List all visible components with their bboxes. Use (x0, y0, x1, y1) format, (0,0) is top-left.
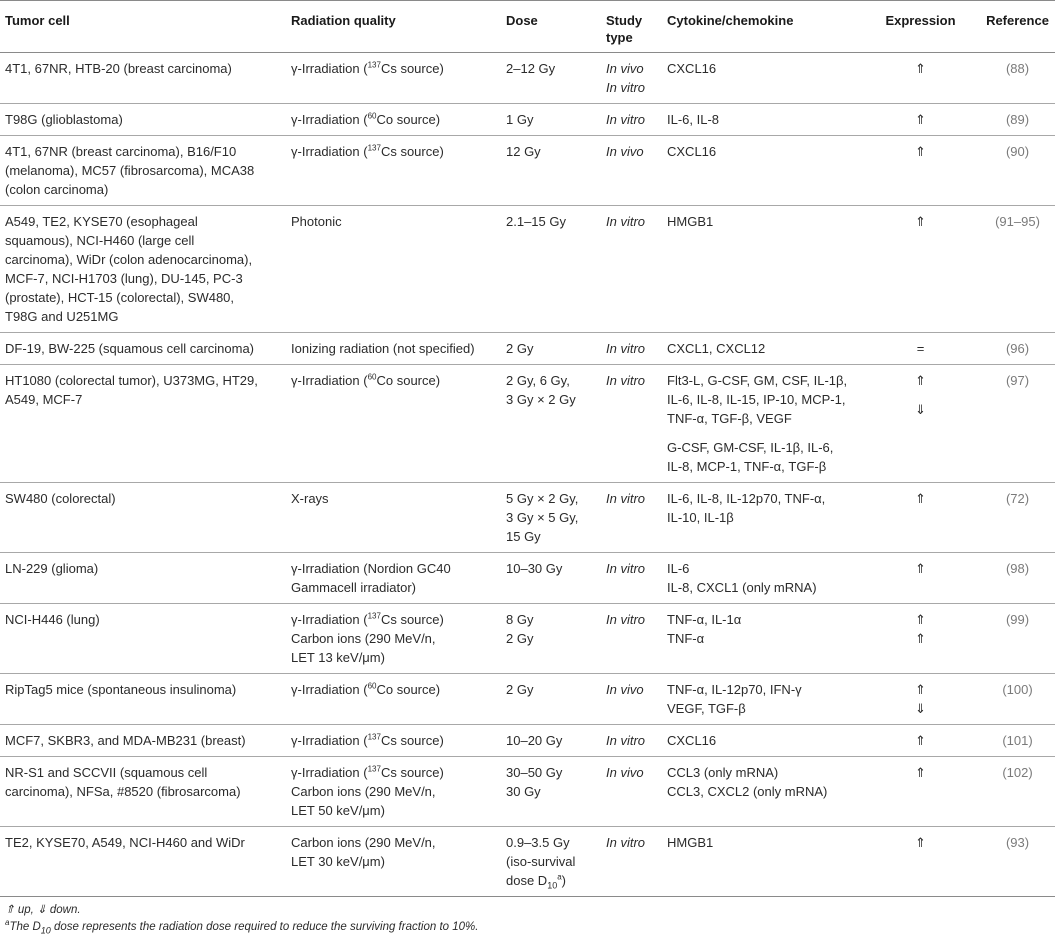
table-row (0, 365, 1055, 483)
cell-dose (501, 827, 601, 897)
tumor-line: A549, MCF-7 (5, 392, 83, 407)
cell-expression (861, 674, 979, 725)
study-line: In vitro (606, 214, 646, 229)
study-line: In vivo (606, 682, 644, 697)
cell-tumor (0, 333, 286, 365)
tumor-line: HT1080 (colorectal tumor), U373MG, HT29, (5, 373, 258, 388)
footnote-d10: $^a$The $D_{10}$ dose represents the radiation dose required to reduce the surviving fraction to 10%. (5, 918, 479, 936)
radiation-line: Carbon ions (290 MeV/n, (291, 835, 436, 850)
header-row (0, 1, 1055, 53)
cell-cytokine (662, 604, 861, 674)
study-line: In vivo (606, 144, 644, 159)
dose-line: 30 Gy (506, 784, 541, 799)
tumor-line: T98G and U251MG (5, 309, 119, 324)
cell-tumor (0, 53, 286, 104)
cytokine-line: IL-10, IL-1β (667, 510, 734, 525)
cell-dose (501, 206, 601, 333)
radiation-line: γ-Irradiation ($^{137}$Cs source) (291, 764, 444, 780)
expression-arrow: ⇓ (915, 402, 926, 417)
study-line: In vitro (606, 491, 646, 506)
cell-reference[interactable]: (99) (979, 604, 1055, 674)
tumor-line: NR-S1 and SCCVII (squamous cell (5, 765, 208, 780)
study-line: In vitro (606, 561, 646, 576)
cytokine-line: IL-8, CXCL1 (only mRNA) (667, 580, 817, 595)
cell-tumor (0, 136, 286, 206)
cell-tumor (0, 206, 286, 333)
dose-line: 10–30 Gy (506, 561, 563, 576)
cell-radiation (286, 553, 501, 604)
cell-study-type (601, 757, 662, 827)
study-line: In vitro (606, 341, 646, 356)
header-study-type (601, 1, 662, 53)
dose-line: dose $D_{10}^a$) (506, 872, 567, 891)
cell-study-type (601, 53, 662, 104)
expression-arrow: ⇑ (915, 491, 926, 506)
cytokine-line: IL-6, IL-8, IL-15, IP-10, MCP-1, (667, 392, 846, 407)
cell-radiation (286, 604, 501, 674)
cell-reference[interactable]: (93) (979, 827, 1055, 897)
header-tumor-cell: Tumor cell (0, 1, 286, 53)
radiation-line: γ-Irradiation ($^{137}$Cs source) (291, 143, 444, 159)
expression-arrow: ⇑ (915, 733, 926, 748)
radiation-line: γ-Irradiation ($^{137}$Cs source) (291, 611, 444, 627)
study-line: In vitro (606, 612, 646, 627)
expression-arrow: ⇑ (915, 373, 926, 388)
table-row (0, 604, 1055, 674)
cytokine-line: TNF-α, IL-12p70, IFN-γ (667, 682, 802, 697)
cell-expression (861, 206, 979, 333)
cytokine-line: G-CSF, GM-CSF, IL-1β, IL-6, (667, 440, 834, 455)
cytokine-line: IL-6 (667, 561, 690, 576)
cell-cytokine (662, 206, 861, 333)
table-row (0, 674, 1055, 725)
cell-dose (501, 333, 601, 365)
tumor-line: MCF7, SKBR3, and MDA-MB231 (breast) (5, 733, 246, 748)
table-footnotes (0, 897, 1055, 936)
cell-cytokine (662, 365, 861, 483)
cell-reference[interactable]: (72) (979, 483, 1055, 553)
cell-expression (861, 757, 979, 827)
study-line: In vitro (606, 80, 646, 95)
cell-tumor (0, 757, 286, 827)
cell-expression (861, 827, 979, 897)
cell-cytokine (662, 333, 861, 365)
table-row (0, 136, 1055, 206)
study-line: In vitro (606, 835, 646, 850)
cell-expression (861, 553, 979, 604)
expression-gap (866, 390, 975, 400)
radiation-line: γ-Irradiation ($^{137}$Cs source) (291, 732, 444, 748)
radiation-line: Ionizing radiation (not specified) (291, 341, 475, 356)
cell-dose (501, 104, 601, 136)
cell-study-type (601, 483, 662, 553)
tumor-line: squamous), NCI-H460 (large cell (5, 233, 195, 248)
expression-arrow: = (916, 341, 925, 356)
cell-cytokine (662, 553, 861, 604)
dose-line: 2.1–15 Gy (506, 214, 566, 229)
cytokine-line: TNF-α, TGF-β, VEGF (667, 411, 792, 426)
tumor-line: RipTag5 mice (spontaneous insulinoma) (5, 682, 237, 697)
cytokine-line: TNF-α (667, 631, 705, 646)
cell-tumor (0, 104, 286, 136)
cell-study-type (601, 333, 662, 365)
dose-line: 10–20 Gy (506, 733, 563, 748)
dose-line: 2 Gy (506, 631, 534, 646)
cytokine-line: IL-6, IL-8, IL-12p70, TNF-α, (667, 491, 826, 506)
cell-cytokine (662, 827, 861, 897)
study-line: In vivo (606, 61, 644, 76)
cell-tumor (0, 604, 286, 674)
cell-radiation (286, 53, 501, 104)
cell-tumor (0, 725, 286, 757)
expression-arrow-line: ⇑ (915, 612, 926, 627)
cell-reference[interactable]: (98) (979, 553, 1055, 604)
cell-radiation (286, 206, 501, 333)
table-row (0, 333, 1055, 365)
dose-line: 30–50 Gy (506, 765, 563, 780)
cell-cytokine (662, 674, 861, 725)
table-row (0, 206, 1055, 333)
cell-cytokine (662, 136, 861, 206)
tumor-line: T98G (glioblastoma) (5, 112, 123, 127)
cell-cytokine (662, 725, 861, 757)
cell-tumor (0, 553, 286, 604)
cytokine-line: HMGB1 (667, 835, 714, 850)
expression-arrow: ⇑ (915, 144, 926, 159)
cell-dose (501, 483, 601, 553)
cell-study-type (601, 206, 662, 333)
cell-radiation (286, 104, 501, 136)
cell-study-type (601, 725, 662, 757)
cytokine-line: CCL3 (only mRNA) (667, 765, 779, 780)
cell-dose (501, 674, 601, 725)
study-line: In vitro (606, 112, 646, 127)
header-study-type-line2: type (606, 30, 633, 45)
dose-line: 2 Gy, 6 Gy, (506, 373, 570, 388)
cell-dose (501, 365, 601, 483)
cytokine-line: IL-6, IL-8 (667, 112, 720, 127)
dose-line: (iso-survival (506, 854, 576, 869)
cytokine-line: CXCL1, CXCL12 (667, 341, 766, 356)
cell-radiation (286, 674, 501, 725)
cell-radiation (286, 136, 501, 206)
radiation-line: γ-Irradiation ($^{60}$Co source) (291, 681, 441, 697)
cell-cytokine (662, 483, 861, 553)
tumor-line: (colon carcinoma) (5, 182, 109, 197)
cell-tumor (0, 674, 286, 725)
cell-radiation (286, 827, 501, 897)
dose-line: 12 Gy (506, 144, 541, 159)
radiation-line: LET 30 keV/μm) (291, 854, 385, 869)
cell-study-type (601, 553, 662, 604)
tumor-line: (prostate), HCT-15 (colorectal), SW480, (5, 290, 235, 305)
cell-study-type (601, 604, 662, 674)
cytokine-line: IL-8, MCP-1, TNF-α, TGF-β (667, 459, 827, 474)
expression-arrow-line: ⇓ (915, 701, 926, 716)
cytokine-line: Flt3-L, G-CSF, GM, CSF, IL-1β, (667, 373, 848, 388)
study-line: In vitro (606, 373, 646, 388)
radiation-extra-line: Carbon ions (290 MeV/n, (291, 631, 436, 646)
cell-dose (501, 136, 601, 206)
tumor-line: 4T1, 67NR, HTB-20 (breast carcinoma) (5, 61, 232, 76)
cell-reference[interactable]: (89) (979, 104, 1055, 136)
dose-line: 2–12 Gy (506, 61, 556, 76)
tumor-line: TE2, KYSE70, A549, NCI-H460 and WiDr (5, 835, 245, 850)
tumor-line: carcinoma), WiDr (colon adenocarcinoma), (5, 252, 253, 267)
cell-reference[interactable]: (100) (979, 674, 1055, 725)
radiation-line: Photonic (291, 214, 342, 229)
cytokine-line: TNF-α, IL-1α (667, 612, 742, 627)
header-radiation-quality: Radiation quality (286, 1, 501, 53)
cell-reference[interactable]: (90) (979, 136, 1055, 206)
cell-radiation (286, 757, 501, 827)
dose-line: 2 Gy (506, 682, 534, 697)
cytokine-gap (667, 428, 857, 438)
expression-arrow: ⇑ (915, 765, 926, 780)
cytokine-line: HMGB1 (667, 214, 714, 229)
dose-line: 0.9–3.5 Gy (506, 835, 570, 850)
cell-dose (501, 553, 601, 604)
dose-line: 8 Gy (506, 612, 534, 627)
tumor-line: SW480 (colorectal) (5, 491, 116, 506)
cell-expression (861, 604, 979, 674)
cell-reference[interactable]: (91–95) (979, 206, 1055, 333)
tumor-line: LN-229 (glioma) (5, 561, 99, 576)
cell-reference[interactable]: (96) (979, 333, 1055, 365)
cell-dose (501, 604, 601, 674)
footnote-legend: ⇑ up, ⇓ down. (5, 904, 81, 916)
expression-arrow: ⇑ (915, 61, 926, 76)
table-row (0, 757, 1055, 827)
table-row (0, 725, 1055, 757)
cell-reference[interactable]: (97) (979, 365, 1055, 483)
cell-expression (861, 725, 979, 757)
radiation-line: γ-Irradiation ($^{60}$Co source) (291, 111, 441, 127)
cell-tumor (0, 365, 286, 483)
radiation-extra-line: Carbon ions (290 MeV/n, (291, 784, 436, 799)
cell-radiation (286, 333, 501, 365)
cytokine-line: CXCL16 (667, 61, 717, 76)
cell-cytokine (662, 757, 861, 827)
tumor-line: NCI-H446 (lung) (5, 612, 100, 627)
header-reference: Reference (979, 1, 1055, 53)
cell-expression (861, 104, 979, 136)
cell-expression (861, 365, 979, 483)
cell-dose (501, 53, 601, 104)
radiation-line: Gammacell irradiator) (291, 580, 416, 595)
expression-arrow: ⇑ (915, 214, 926, 229)
tumor-line: (melanoma), MC57 (fibrosarcoma), MCA38 (5, 163, 255, 178)
cell-expression (861, 483, 979, 553)
dose-line: 2 Gy (506, 341, 534, 356)
cell-study-type (601, 827, 662, 897)
tumor-line: MCF-7, NCI-H1703 (lung), DU-145, PC-3 (5, 271, 243, 286)
study-line: In vitro (606, 733, 646, 748)
cell-tumor (0, 483, 286, 553)
study-line: In vivo (606, 765, 644, 780)
table-row (0, 483, 1055, 553)
cell-cytokine (662, 104, 861, 136)
cell-radiation (286, 365, 501, 483)
cell-reference[interactable]: (88) (979, 53, 1055, 104)
cell-radiation (286, 725, 501, 757)
cytokine-line: CXCL16 (667, 144, 717, 159)
table-row (0, 827, 1055, 897)
expression-arrow: ⇑ (915, 561, 926, 576)
radiation-line: γ-Irradiation ($^{60}$Co source) (291, 372, 441, 388)
table-row (0, 104, 1055, 136)
header-study-type-line1: Study (606, 13, 643, 28)
dose-line: 1 Gy (506, 112, 534, 127)
dose-line: 3 Gy × 5 Gy, (506, 510, 579, 525)
tumor-line: 4T1, 67NR (breast carcinoma), B16/F10 (5, 144, 237, 159)
cell-study-type (601, 104, 662, 136)
cell-study-type (601, 136, 662, 206)
cell-study-type (601, 365, 662, 483)
table-row (0, 53, 1055, 104)
dose-line: 3 Gy × 2 Gy (506, 392, 576, 407)
radiation-extra-line: LET 50 keV/μm) (291, 803, 385, 818)
expression-arrow-line: ⇑ (915, 682, 926, 697)
cell-dose (501, 757, 601, 827)
cell-reference[interactable]: (101) (979, 725, 1055, 757)
cell-expression (861, 53, 979, 104)
cell-study-type (601, 674, 662, 725)
radiation-line: γ-Irradiation (Nordion GC40 (291, 561, 451, 576)
cell-cytokine (662, 53, 861, 104)
cell-radiation (286, 483, 501, 553)
radiation-line: X-rays (291, 491, 329, 506)
expression-arrow: ⇑ (915, 112, 926, 127)
cell-dose (501, 725, 601, 757)
tumor-line: carcinoma), NFSa, #8520 (fibrosarcoma) (5, 784, 241, 799)
cell-tumor (0, 827, 286, 897)
dose-line: 5 Gy × 2 Gy, (506, 491, 579, 506)
radiation-extra-line: LET 13 keV/μm) (291, 650, 385, 665)
dose-line: 15 Gy (506, 529, 541, 544)
cell-reference[interactable]: (102) (979, 757, 1055, 827)
radiation-line: γ-Irradiation ($^{137}$Cs source) (291, 60, 444, 76)
cell-expression (861, 333, 979, 365)
cytokine-line: VEGF, TGF-β (667, 701, 746, 716)
cytokine-line: CCL3, CXCL2 (only mRNA) (667, 784, 828, 799)
table-row (0, 553, 1055, 604)
tumor-line: A549, TE2, KYSE70 (esophageal (5, 214, 198, 229)
header-dose: Dose (501, 1, 601, 53)
expression-arrow: ⇑ (915, 835, 926, 850)
header-cytokine: Cytokine/chemokine (662, 1, 861, 53)
cell-expression (861, 136, 979, 206)
header-expression: Expression (861, 1, 979, 53)
tumor-line: DF-19, BW-225 (squamous cell carcinoma) (5, 341, 255, 356)
cytokine-line: CXCL16 (667, 733, 717, 748)
expression-arrow-line: ⇑ (915, 631, 926, 646)
